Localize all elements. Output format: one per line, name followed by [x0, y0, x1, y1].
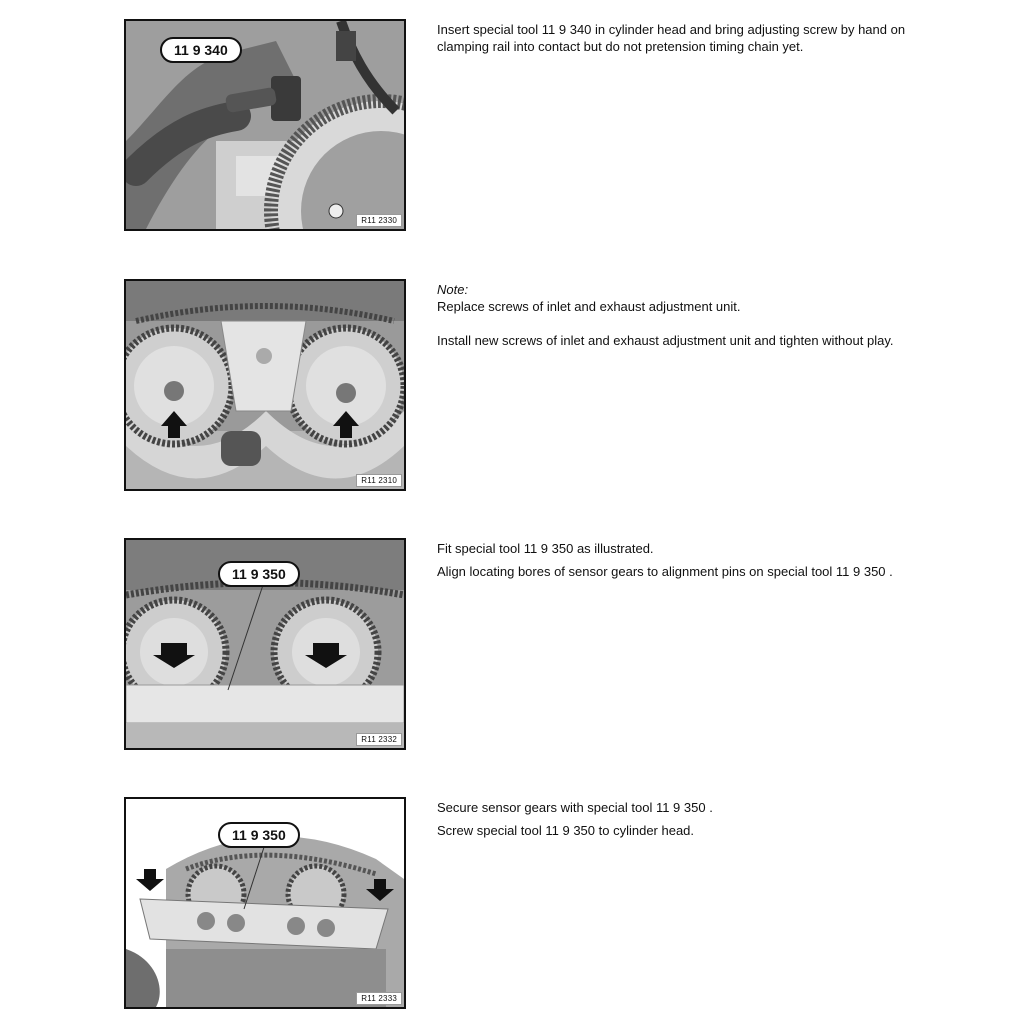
step-1 [0, 19, 1024, 233]
step-1-instructions [437, 21, 912, 61]
instruction-paragraph: Align locating bores of sensor gears to alignment pins on special tool 11 9 350 . [437, 564, 893, 579]
step-4-instructions [437, 799, 912, 845]
instruction-paragraph: Replace screws of inlet and exhaust adjustment unit. [437, 299, 741, 314]
step-3-figure [124, 538, 406, 750]
step-2-figure [124, 279, 406, 491]
step-3 [0, 538, 1024, 752]
step-3-instructions [437, 540, 912, 586]
step-2 [0, 279, 1024, 493]
engine-photo-camshaft-gears [126, 281, 404, 489]
figure-reference: R11 2333 [356, 992, 402, 1005]
step-1-figure [124, 19, 406, 231]
step-4 [0, 797, 1024, 1011]
tool-callout: 11 9 350 [218, 561, 300, 587]
instruction-paragraph: Screw special tool 11 9 350 to cylinder head. [437, 823, 695, 838]
step-2-instructions [437, 281, 912, 355]
figure-reference: R11 2332 [356, 733, 402, 746]
instruction-paragraph: Fit special tool 11 9 350 as illustrated. [437, 541, 654, 556]
instruction-paragraph: Secure sensor gears with special tool 11 9 350 . [437, 800, 713, 815]
tool-callout: 11 9 350 [218, 822, 300, 848]
figure-reference: R11 2310 [356, 474, 402, 487]
instruction-paragraph: Insert special tool 11 9 340 in cylinder head and bring adjusting screw by hand on clamping rail into contact but do not pretension timing chain yet. [437, 22, 906, 54]
tool-callout: 11 9 340 [160, 37, 242, 63]
note-label: Note: [437, 282, 469, 297]
instruction-paragraph: Install new screws of inlet and exhaust adjustment unit and tighten without play. [437, 333, 894, 348]
figure-reference: R11 2330 [356, 214, 402, 227]
step-4-figure [124, 797, 406, 1009]
